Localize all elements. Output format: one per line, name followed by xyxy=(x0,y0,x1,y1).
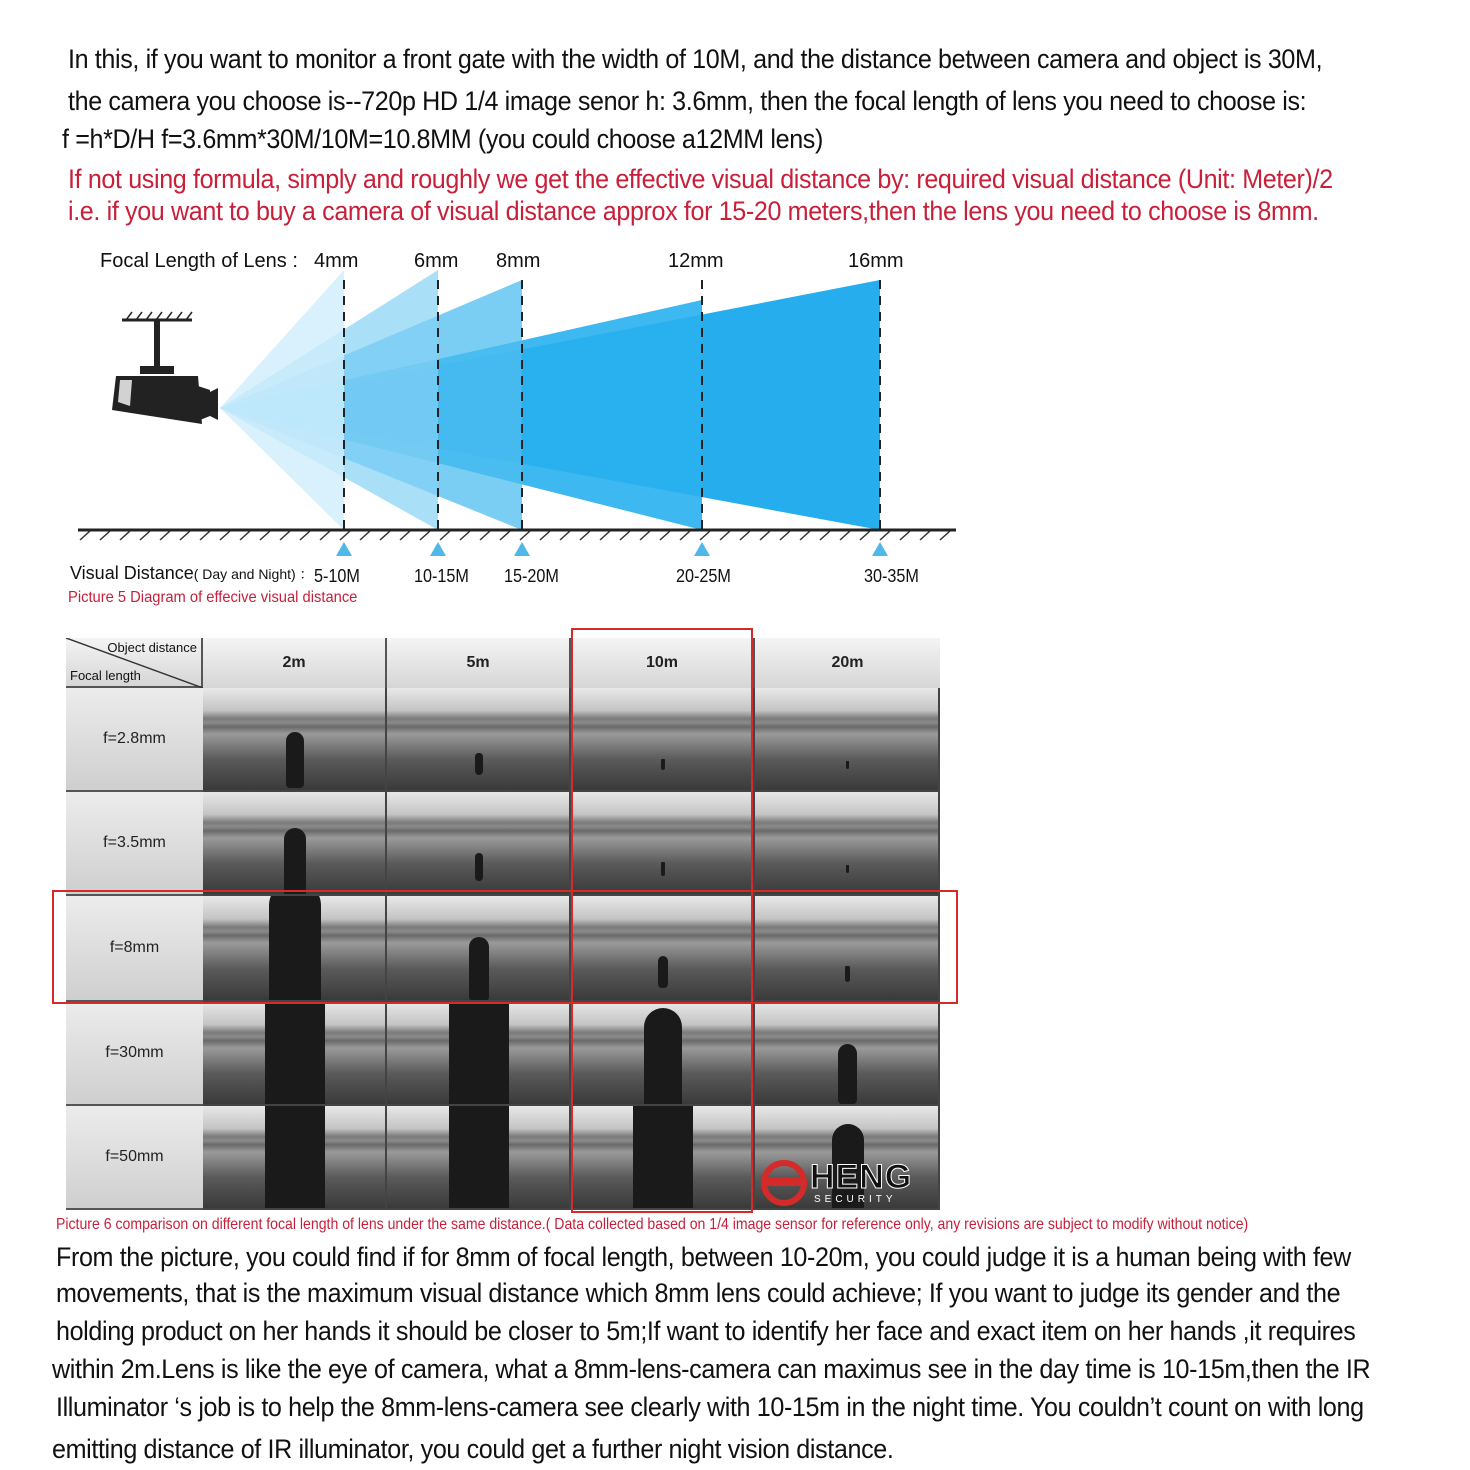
logo-subtext: SECURITY xyxy=(814,1194,897,1205)
photo-cell xyxy=(755,688,940,792)
marker-6mm xyxy=(430,542,446,556)
marker-12mm xyxy=(694,542,710,556)
intro-example: i.e. if you want to buy a camera of visual distance approx for 15-20 meters,then the lens you need to choose is 8mm. xyxy=(68,196,1319,226)
intro-rule-of-thumb: If not using formula, simply and roughly we get the effective visual distance by: required visual distance (Unit: Meter)/2 xyxy=(68,164,1333,194)
visual-distance-subtitle: ( Day and Night) ： xyxy=(193,566,314,582)
outro-line-5: Illuminator ‘s job is to help the 8mm-lens-camera see clearly with 10-15m in the night time. You couldn’t count on with long xyxy=(56,1392,1364,1422)
focal-label-6mm: 6mm xyxy=(414,250,459,272)
outro-line-6: emitting distance of IR illuminator, you could get a further night vision distance. xyxy=(52,1434,894,1464)
camera-icon xyxy=(112,312,218,424)
column-header-10m: 10m xyxy=(571,638,755,688)
visual-distance-6mm: 10-15M xyxy=(414,566,469,586)
outro-line-4: within 2m.Lens is like the eye of camera, what a 8mm-lens-camera can maximus see in the day time is 10-15m,then the IR xyxy=(52,1354,1371,1384)
person-silhouette xyxy=(475,853,484,881)
column-header-20m: 20m xyxy=(755,638,940,688)
ground-hatching xyxy=(80,531,950,540)
corner-object-distance: Object distance xyxy=(107,640,197,655)
photo-cell xyxy=(387,1106,571,1210)
person-silhouette xyxy=(449,1002,509,1106)
visual-distance-title xyxy=(70,563,314,584)
focal-label-4mm: 4mm xyxy=(314,250,359,272)
row-header-3-5mm: f=3.5mm xyxy=(66,792,203,896)
visual-distance-title-text: Visual Distance xyxy=(70,563,194,583)
column-header-5m: 5m xyxy=(387,638,571,688)
intro-line-2: the camera you choose is--720p HD 1/4 image senor h: 3.6mm, then the focal length of lens you need to choose is: xyxy=(68,86,1307,116)
focal-length-title: Focal Length of Lens : xyxy=(100,250,298,272)
photo-cell xyxy=(755,792,940,896)
outro-line-2: movements, that is the maximum visual distance which 8mm lens could achieve; If you want to judge its gender and the xyxy=(56,1278,1341,1308)
photo-cell xyxy=(387,688,571,792)
row-header-50mm: f=50mm xyxy=(66,1106,203,1210)
distance-markers xyxy=(336,542,888,556)
focal-label-8mm: 8mm xyxy=(496,250,541,272)
marker-8mm xyxy=(514,542,530,556)
column-header-2m: 2m xyxy=(203,638,387,688)
heng-security-logo xyxy=(756,1158,946,1208)
intro-line-1: In this, if you want to monitor a front gate with the width of 10M, and the distance between camera and object is 30M, xyxy=(68,44,1323,74)
focal-length-comparison-grid xyxy=(66,638,940,1210)
highlight-row-8mm xyxy=(52,890,958,1004)
photo-cell xyxy=(203,688,387,792)
picture-6-caption: Picture 6 comparison on different focal length of lens under the same distance.( Data collected based on 1/4 image sensor for reference only, any revisions are subject to modify without notice) xyxy=(56,1216,1249,1233)
photo-cell xyxy=(387,1002,571,1106)
marker-16mm xyxy=(872,542,888,556)
person-silhouette xyxy=(846,761,849,769)
outro-line-3: holding product on her hands it should be closer to 5m;If want to identify her face and exact item on her hands ,it requires xyxy=(56,1316,1356,1346)
logo-mark-icon xyxy=(756,1158,816,1208)
logo-text: HENG xyxy=(810,1158,913,1196)
person-silhouette xyxy=(265,1002,325,1106)
row-header-8mm: f=8mm xyxy=(66,896,203,1002)
marker-4mm xyxy=(336,542,352,556)
outro-line-1: From the picture, you could find if for 8mm of focal length, between 10-20m, you could judge it is a human being with few xyxy=(56,1242,1351,1272)
picture-5-caption: Picture 5 Diagram of effecive visual distance xyxy=(68,589,358,606)
visual-distance-4mm: 5-10M xyxy=(314,566,360,586)
person-silhouette xyxy=(265,1106,325,1210)
photo-cell xyxy=(203,1002,387,1106)
photo-cell xyxy=(387,792,571,896)
grid-corner xyxy=(66,638,203,688)
person-silhouette xyxy=(846,865,849,873)
visual-distance-12mm: 20-25M xyxy=(676,566,731,586)
corner-focal-length: Focal length xyxy=(70,668,141,683)
person-silhouette xyxy=(475,753,482,775)
row-header-30mm: f=30mm xyxy=(66,1002,203,1106)
intro-formula: f =h*D/H f=3.6mm*30M/10M=10.8MM (you could choose a12MM lens) xyxy=(62,124,823,154)
visual-distance-8mm: 15-20M xyxy=(504,566,559,586)
person-silhouette xyxy=(449,1106,509,1210)
person-silhouette xyxy=(284,828,306,896)
visual-distance-16mm: 30-35M xyxy=(864,566,919,586)
focal-label-16mm: 16mm xyxy=(848,250,904,272)
photo-cell xyxy=(755,1002,940,1106)
person-silhouette xyxy=(838,1044,857,1104)
visual-distance-diagram xyxy=(60,240,960,620)
row-header-2-8mm: f=2.8mm xyxy=(66,688,203,792)
photo-cell xyxy=(203,1106,387,1210)
person-silhouette xyxy=(286,732,304,788)
focal-label-12mm: 12mm xyxy=(668,250,724,272)
beam-4mm xyxy=(220,270,344,530)
photo-cell xyxy=(203,792,387,896)
